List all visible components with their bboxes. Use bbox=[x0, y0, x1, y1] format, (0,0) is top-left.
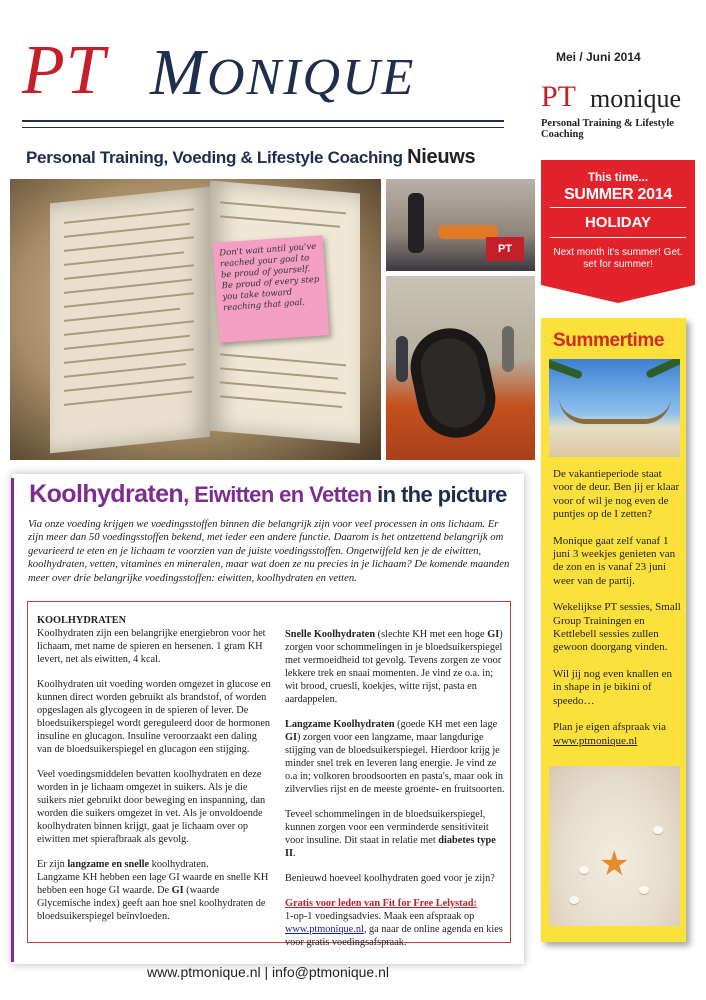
article-headline bbox=[12, 480, 524, 509]
sidebar-title: Summertime bbox=[553, 330, 665, 351]
palm-leaf bbox=[645, 359, 680, 379]
text-bold: GI bbox=[285, 732, 298, 743]
logo-tagline: Personal Training & Lifestyle Coaching bbox=[541, 118, 674, 140]
banner-line1: This time... bbox=[587, 172, 649, 184]
gym-photo bbox=[386, 179, 535, 271]
text-bold: diabetes type II bbox=[285, 835, 496, 859]
text-span: ) zorgen voor schommelingen in je bloedsuikerspiegel met vermoeidheid tot gevolg. Tevens zorgen ze voor lekkere trek en snaai momenten. Je vind ze o.a. in; wit brood, cruesli, koekjes, witte rijst, pasta en aardappelen. bbox=[285, 629, 503, 705]
subtitle-news: Nieuws bbox=[407, 146, 476, 168]
shell-icon bbox=[639, 886, 649, 894]
article-paragraph: Koolhydraten zijn een belangrijke energiebron voor het lichaam, met name de spieren en hersenen. 1 gram KH levert, net als eiwitten, 4 kcal. bbox=[37, 628, 266, 665]
banner-arrow bbox=[541, 285, 695, 303]
sidebar-paragraph: De vakantieperiode staat voor de deur. Ben jij er klaar voor of wil je nog even de puntjes op de I zetten? bbox=[553, 468, 680, 521]
pt-logo-badge: PT bbox=[486, 237, 524, 261]
banner-line3: HOLIDAY bbox=[584, 214, 652, 231]
banner-line4: Next month it's summer! Get. set for summer! bbox=[553, 247, 683, 270]
sidebar-paragraph bbox=[553, 721, 681, 748]
sticky-note: Don't wait until you've reached your goal to be proud of yourself. Be proud of every step you take toward reaching that goal. bbox=[213, 235, 330, 342]
text-span: Teveel schommelingen in de bloedsuikerspiegel, kunnen zorgen voor een verminderde sensitiviteit voor insuline. Dit staat in relatie met bbox=[285, 809, 489, 846]
sidebar-website-link[interactable]: www.ptmonique.nl bbox=[553, 734, 638, 747]
article-paragraph bbox=[285, 897, 507, 949]
sidebar-paragraph: Wekelijkse PT sessies, Small Group Trainingen en Kettlebell sessies zullen gewoon doorgang vinden. bbox=[553, 601, 681, 654]
masthead-name-initial: M bbox=[150, 36, 207, 109]
banner-divider bbox=[550, 237, 686, 238]
promo-link[interactable]: Gratis voor leden van Fit for Free Lelystad: bbox=[285, 898, 477, 909]
logo-name: monique bbox=[590, 84, 681, 113]
article-paragraph: Veel voedingsmiddelen bevatten koolhydraten en deze worden in je lichaam omgezet in suikers. Als je die suikers niet gebruikt door beweging en inspanning, dan worden die suikers omgezet in vet. Als je onvoldoende koolhydraten binnen krijgt, gaat je lichaam over op eiwitten met spierafbraak als gevolg. bbox=[37, 769, 266, 845]
sidebar-paragraph: Monique gaat zelf vanaf 1 juni 3 weekjes genieten van de zon en is vanaf 23 juni weer van de partij. bbox=[553, 534, 676, 587]
article-paragraph bbox=[37, 858, 273, 923]
starfish-icon: ★ bbox=[599, 846, 630, 883]
hammock-shape bbox=[559, 397, 671, 424]
shell-icon bbox=[579, 866, 589, 874]
book-page-left bbox=[50, 187, 210, 454]
person-figure bbox=[502, 326, 514, 372]
text-span: (goede KH met een lage bbox=[394, 719, 498, 730]
text-span: , ga naar de online agenda en kies voor gratis voedingsafspraak. bbox=[285, 924, 503, 948]
headline-rest: , Eiwitten en Vetten bbox=[183, 482, 378, 507]
tire-photo bbox=[386, 276, 535, 460]
trainer-figure bbox=[408, 193, 424, 253]
shell-icon bbox=[653, 826, 663, 834]
masthead-name bbox=[150, 36, 416, 111]
article-website-link[interactable]: www.ptmonique.nl bbox=[285, 924, 364, 935]
beach-photo bbox=[549, 359, 680, 457]
koolhydraten-heading: KOOLHYDRATEN bbox=[37, 615, 127, 626]
text-bold: GI bbox=[487, 629, 500, 640]
palm-leaf bbox=[549, 359, 583, 380]
headline-main: Koolhydraten bbox=[29, 480, 184, 508]
article-accent-bar bbox=[11, 478, 14, 962]
snelle-kh-title: Snelle Koolhydraten bbox=[285, 629, 376, 640]
text-span: Er zijn bbox=[37, 859, 68, 870]
book-photo bbox=[10, 179, 381, 460]
sidebar-text bbox=[553, 468, 681, 761]
banner-divider bbox=[550, 207, 686, 208]
shell-icon bbox=[569, 896, 579, 904]
text-span: (waarde Glycemische index) geeft aan hoe snel koolhydraten de bloedsuikerspiegel beïnvloeden. bbox=[37, 885, 266, 922]
article-paragraph: Koolhydraten uit voeding worden omgezet in glucose en kunnen direct worden gebruikt als brandstof, of worden opgeslagen als glycogeen in de spieren of lever. De bloedsuikerspiegel wordt gereguleerd door de hormonen insuline en glucagon. Insuline veroorzaakt een daling van de bloedsuikerspiegel en glucagon een stijging. bbox=[37, 679, 271, 755]
article-column-left bbox=[37, 614, 273, 935]
text-span: (slechte KH met een hoge bbox=[375, 629, 488, 640]
text-span: 1-op-1 voedingsadvies. Maak een afspraak op bbox=[285, 911, 475, 922]
sidebar-cta: Plan je eigen afspraak via bbox=[553, 721, 667, 734]
issue-date: Mei / Juni 2014 bbox=[556, 50, 641, 64]
text-bold: langzame en snelle bbox=[67, 859, 150, 870]
newsletter-subtitle bbox=[26, 146, 475, 169]
article-column-right bbox=[285, 628, 507, 949]
text-span: koolhydraten. bbox=[149, 859, 209, 870]
article-paragraph bbox=[285, 628, 507, 706]
article-intro: Via onze voeding krijgen we voedingsstoffen binnen die belangrijk zijn voor veel processen in ons lichaam. Er zijn meer dan 50 voedingsstoffen bekend, met ieder een andere functie. Daarom is het ontzettend belangrijk om gevarieerd te eten en je lichaam te voorzien van de juiste voedingsstoffen. Ongetwijfeld ken je de eiwitten, koolhydraten, vetten, vitamines en mineralen, maar wat doen ze nu precies in je lichaam? De komende maanden meer over drie belangrijke voedingsstoffen: eiwitten, koolhydraten en vetten. bbox=[28, 518, 510, 584]
masthead-pt: PT bbox=[22, 32, 106, 109]
article-paragraph bbox=[285, 808, 507, 860]
text-span: ) zorgen voor een langzame, maar langdurige stijging van de bloedsuikerspiegel. Hierdoor krijg je minder snel trek en leveren lang energie. Je vind ze o.a in; volkoren broodsoorten en pasta's, maar ook in zilvervlies rijst en de meeste groente- en fruitsoorten. bbox=[285, 732, 505, 795]
logo-pt: PT bbox=[541, 80, 577, 113]
starfish-photo bbox=[549, 766, 680, 926]
summer-banner bbox=[541, 160, 695, 285]
subtitle-text: Personal Training, Voeding & Lifestyle Coaching bbox=[26, 148, 403, 167]
masthead-rule bbox=[22, 120, 504, 122]
text-span: Langzame KH hebben een lage GI waarde en snelle KH hebben een hoge GI waarde. De bbox=[37, 872, 269, 896]
text-span: . bbox=[293, 848, 296, 859]
tire-shape bbox=[403, 321, 502, 445]
article-paragraph: Benieuwd hoeveel koolhydraten goed voor je zijn? bbox=[285, 873, 495, 884]
text-bold: GI bbox=[171, 885, 184, 896]
langzame-kh-title: Langzame Koolhydraten bbox=[285, 719, 395, 730]
person-figure bbox=[396, 336, 408, 382]
sidebar-paragraph: Wil jij nog even knallen en in shape in je bikini of speedo… bbox=[553, 667, 672, 707]
banner-line2: SUMMER 2014 bbox=[564, 186, 672, 203]
masthead-rule-thin bbox=[22, 127, 504, 128]
footer-contact[interactable]: www.ptmonique.nl | info@ptmonique.nl bbox=[147, 964, 389, 980]
headline-tail: in the picture bbox=[377, 482, 507, 507]
article-paragraph bbox=[285, 718, 507, 796]
masthead-name-rest: ONIQUE bbox=[206, 49, 416, 106]
